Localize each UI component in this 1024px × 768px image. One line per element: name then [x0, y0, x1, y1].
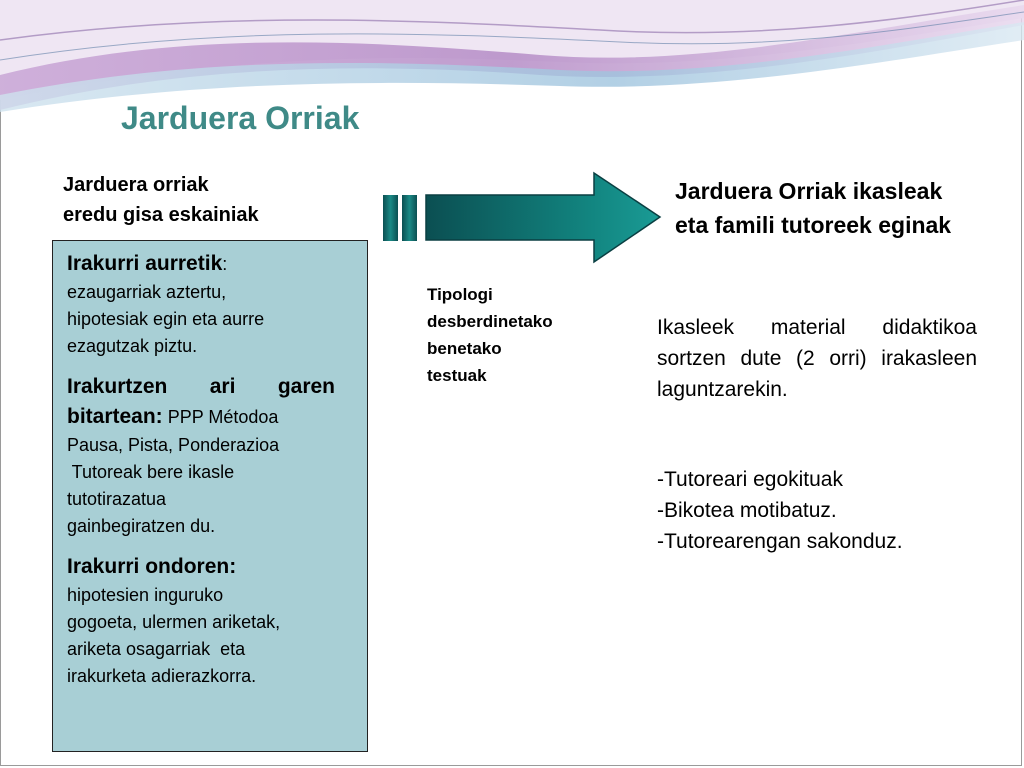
tail-bar-2 — [402, 195, 417, 241]
decorative-wave-banner — [0, 0, 1024, 115]
body-line: Pausa, Pista, Ponderazioa — [67, 435, 280, 455]
caption-line: testuak — [427, 366, 487, 385]
left-header-line-2: eredu gisa eskainiak — [63, 204, 259, 226]
section-heading: Irakurri ondoren: — [67, 555, 237, 578]
section-heading — [67, 249, 335, 279]
list-item: -Tutoreari egokituak — [657, 468, 843, 491]
section-body — [67, 432, 335, 540]
middle-caption — [427, 281, 617, 389]
section-heading-line-1: Irakurtzen ari garen — [67, 375, 335, 398]
right-bullet-list — [657, 464, 997, 557]
left-header-line-1: Jarduera orriak — [63, 174, 209, 196]
list-item: -Tutorearengan sakonduz. — [657, 530, 903, 553]
caption-line: desberdinetako — [427, 312, 553, 331]
body-line: ariketa osagarriak eta — [67, 639, 246, 659]
right-header-line-1: Jarduera Orriak ikasleak — [675, 178, 943, 204]
right-column-header — [675, 174, 1020, 242]
body-line: hipotesiak egin eta aurre — [67, 309, 265, 329]
right-header-line-2: eta famili tutoreek eginak — [675, 212, 952, 238]
list-item: -Bikotea motibatuz. — [657, 499, 837, 522]
section-before-reading — [67, 249, 335, 360]
section-body — [67, 582, 335, 690]
caption-line: benetako — [427, 339, 502, 358]
body-line: Tutoreak bere ikasle — [67, 462, 235, 482]
heading-method: PPP Métodoa — [162, 407, 279, 427]
heading-text: Irakurri aurretik — [67, 252, 223, 275]
tail-bar-1 — [383, 195, 398, 241]
heading-text: bitartean: — [67, 405, 163, 428]
section-body — [67, 279, 335, 360]
body-line: ezaugarriak aztertu, — [67, 282, 227, 302]
activity-sheet-box — [52, 240, 368, 752]
body-line: gogoeta, ulermen ariketak, — [67, 612, 281, 632]
right-paragraph: Ikasleek material didaktikoa sortzen dute (2 orri) irakasleen laguntzarekin. — [657, 316, 977, 401]
section-after-reading — [67, 552, 335, 690]
section-while-reading — [67, 372, 335, 540]
body-line: irakurketa adierazkorra. — [67, 666, 257, 686]
body-line: tutotirazatua — [67, 489, 167, 509]
body-line: ezagutzak piztu. — [67, 336, 198, 356]
slide-title: Jarduera Orriak — [121, 100, 360, 136]
left-column-header — [63, 170, 343, 230]
body-line: gainbegiratzen du. — [67, 516, 216, 536]
caption-line: Tipologi — [427, 285, 493, 304]
section-heading-line-2 — [67, 402, 335, 432]
heading-colon: : — [222, 254, 228, 274]
body-line: hipotesien inguruko — [67, 585, 224, 605]
right-arrow-icon — [424, 170, 664, 265]
